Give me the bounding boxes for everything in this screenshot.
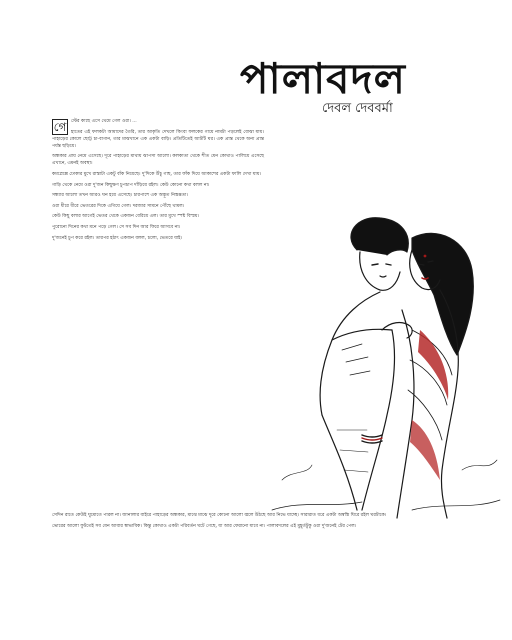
paragraph xyxy=(52,118,264,134)
story-author: দেবল দেববর্মা xyxy=(322,101,393,116)
couple-illustration xyxy=(262,180,502,520)
paragraph: দু'জনেই চুপ করে রইল। তারপর হঠাৎ একজন বলল, চলো, ভেতরে যাই। xyxy=(52,235,183,241)
paragraph-text: স্টের কাছে এসে থেমে গেল ওরা। ... xyxy=(71,119,137,124)
paragraph: কমপ্লেক্সে ঢোকার মুখে রাস্তাটা একটু বাঁক নিয়েছে। দু'দিকে উঁচু গাছ, তার ফাঁক দিয়ে আকাশের একটা ফালি দেখা যায়। xyxy=(52,172,262,178)
story-body-bottom xyxy=(52,512,472,533)
story-title: পালাবদল xyxy=(240,54,406,103)
paragraph: গাড়ি থেকে নেমে ওরা দু'জন কিছুক্ষণ চুপচাপ দাঁড়িয়ে রইল। কেউ কোনো কথা বলল না। xyxy=(52,182,210,188)
paragraph: কেউ কিছু বলার আগেই ভেতর থেকে একজন বেরিয়ে এল। তার মুখে স্পষ্ট বিস্ময়। xyxy=(52,214,200,220)
paragraph: হাতের এই ফলকটা আমাদের তৈরি, তার আকৃতি দেখলে কিংবা ফলকের গায়ে নামটা পড়লেই বোঝা যায়। পাহাড়ের কোলে ছোট্ট চা-বাগান, তার মাঝখানে এক একটা বাড়ি। প্রতিটিতেই আটটি ঘর। এক প্রান্ত থেকে অন্য প্রান্ত পর্যন্ত ছড়িয়ে। xyxy=(52,129,264,149)
paragraph: ভোরের আলো ফুটতেই সব যেন আবার স্বাভাবিক। কিন্তু কোথাও একটা পরিবর্তন ঘটে গেছে, যা আর ফেরানো যাবে না। পালাবদলের এই মুহূর্তটুকু ওরা দু'জনেই টের পেল। xyxy=(52,523,357,529)
paragraph: অন্ধকার প্রায় নেমে এসেছে। দূরে পাহাড়ের মাথায় ঝাপসা আলো। কলকাতা থেকে শীত যেন কোথাও পালিয়ে এসেছে এখানে, এমনই অবস্থা। xyxy=(52,154,264,167)
paragraph: সেদিন রাতে কেউই ঘুমোতে পারল না। জানালার বাইরে পাহাড়ের অন্ধকার, মাঝে মাঝে দূরে কোনো আলো জ্বলে উঠছে আর নিভে যাচ্ছে। সারারাত ধরে একটা অস্বস্তি ঘিরে রইল ঘরটাকে। xyxy=(52,513,387,518)
drop-cap: গে xyxy=(53,120,67,134)
paragraph: পুরোনো দিনের কথা মনে পড়ে গেল। সে সব দিন আর ফিরে আসবে না। xyxy=(52,225,181,231)
story-body-column xyxy=(52,118,264,245)
paragraph: সন্ধ্যার আলো তখন আরও ঘন হয়ে এসেছে। চারপাশে এক অদ্ভুত নিস্তব্ধতা। xyxy=(52,193,189,199)
paragraph: ওরা ধীরে ধীরে ভেতরের দিকে এগিয়ে গেল। দরজার সামনে পৌঁছে থামল। xyxy=(52,203,185,209)
